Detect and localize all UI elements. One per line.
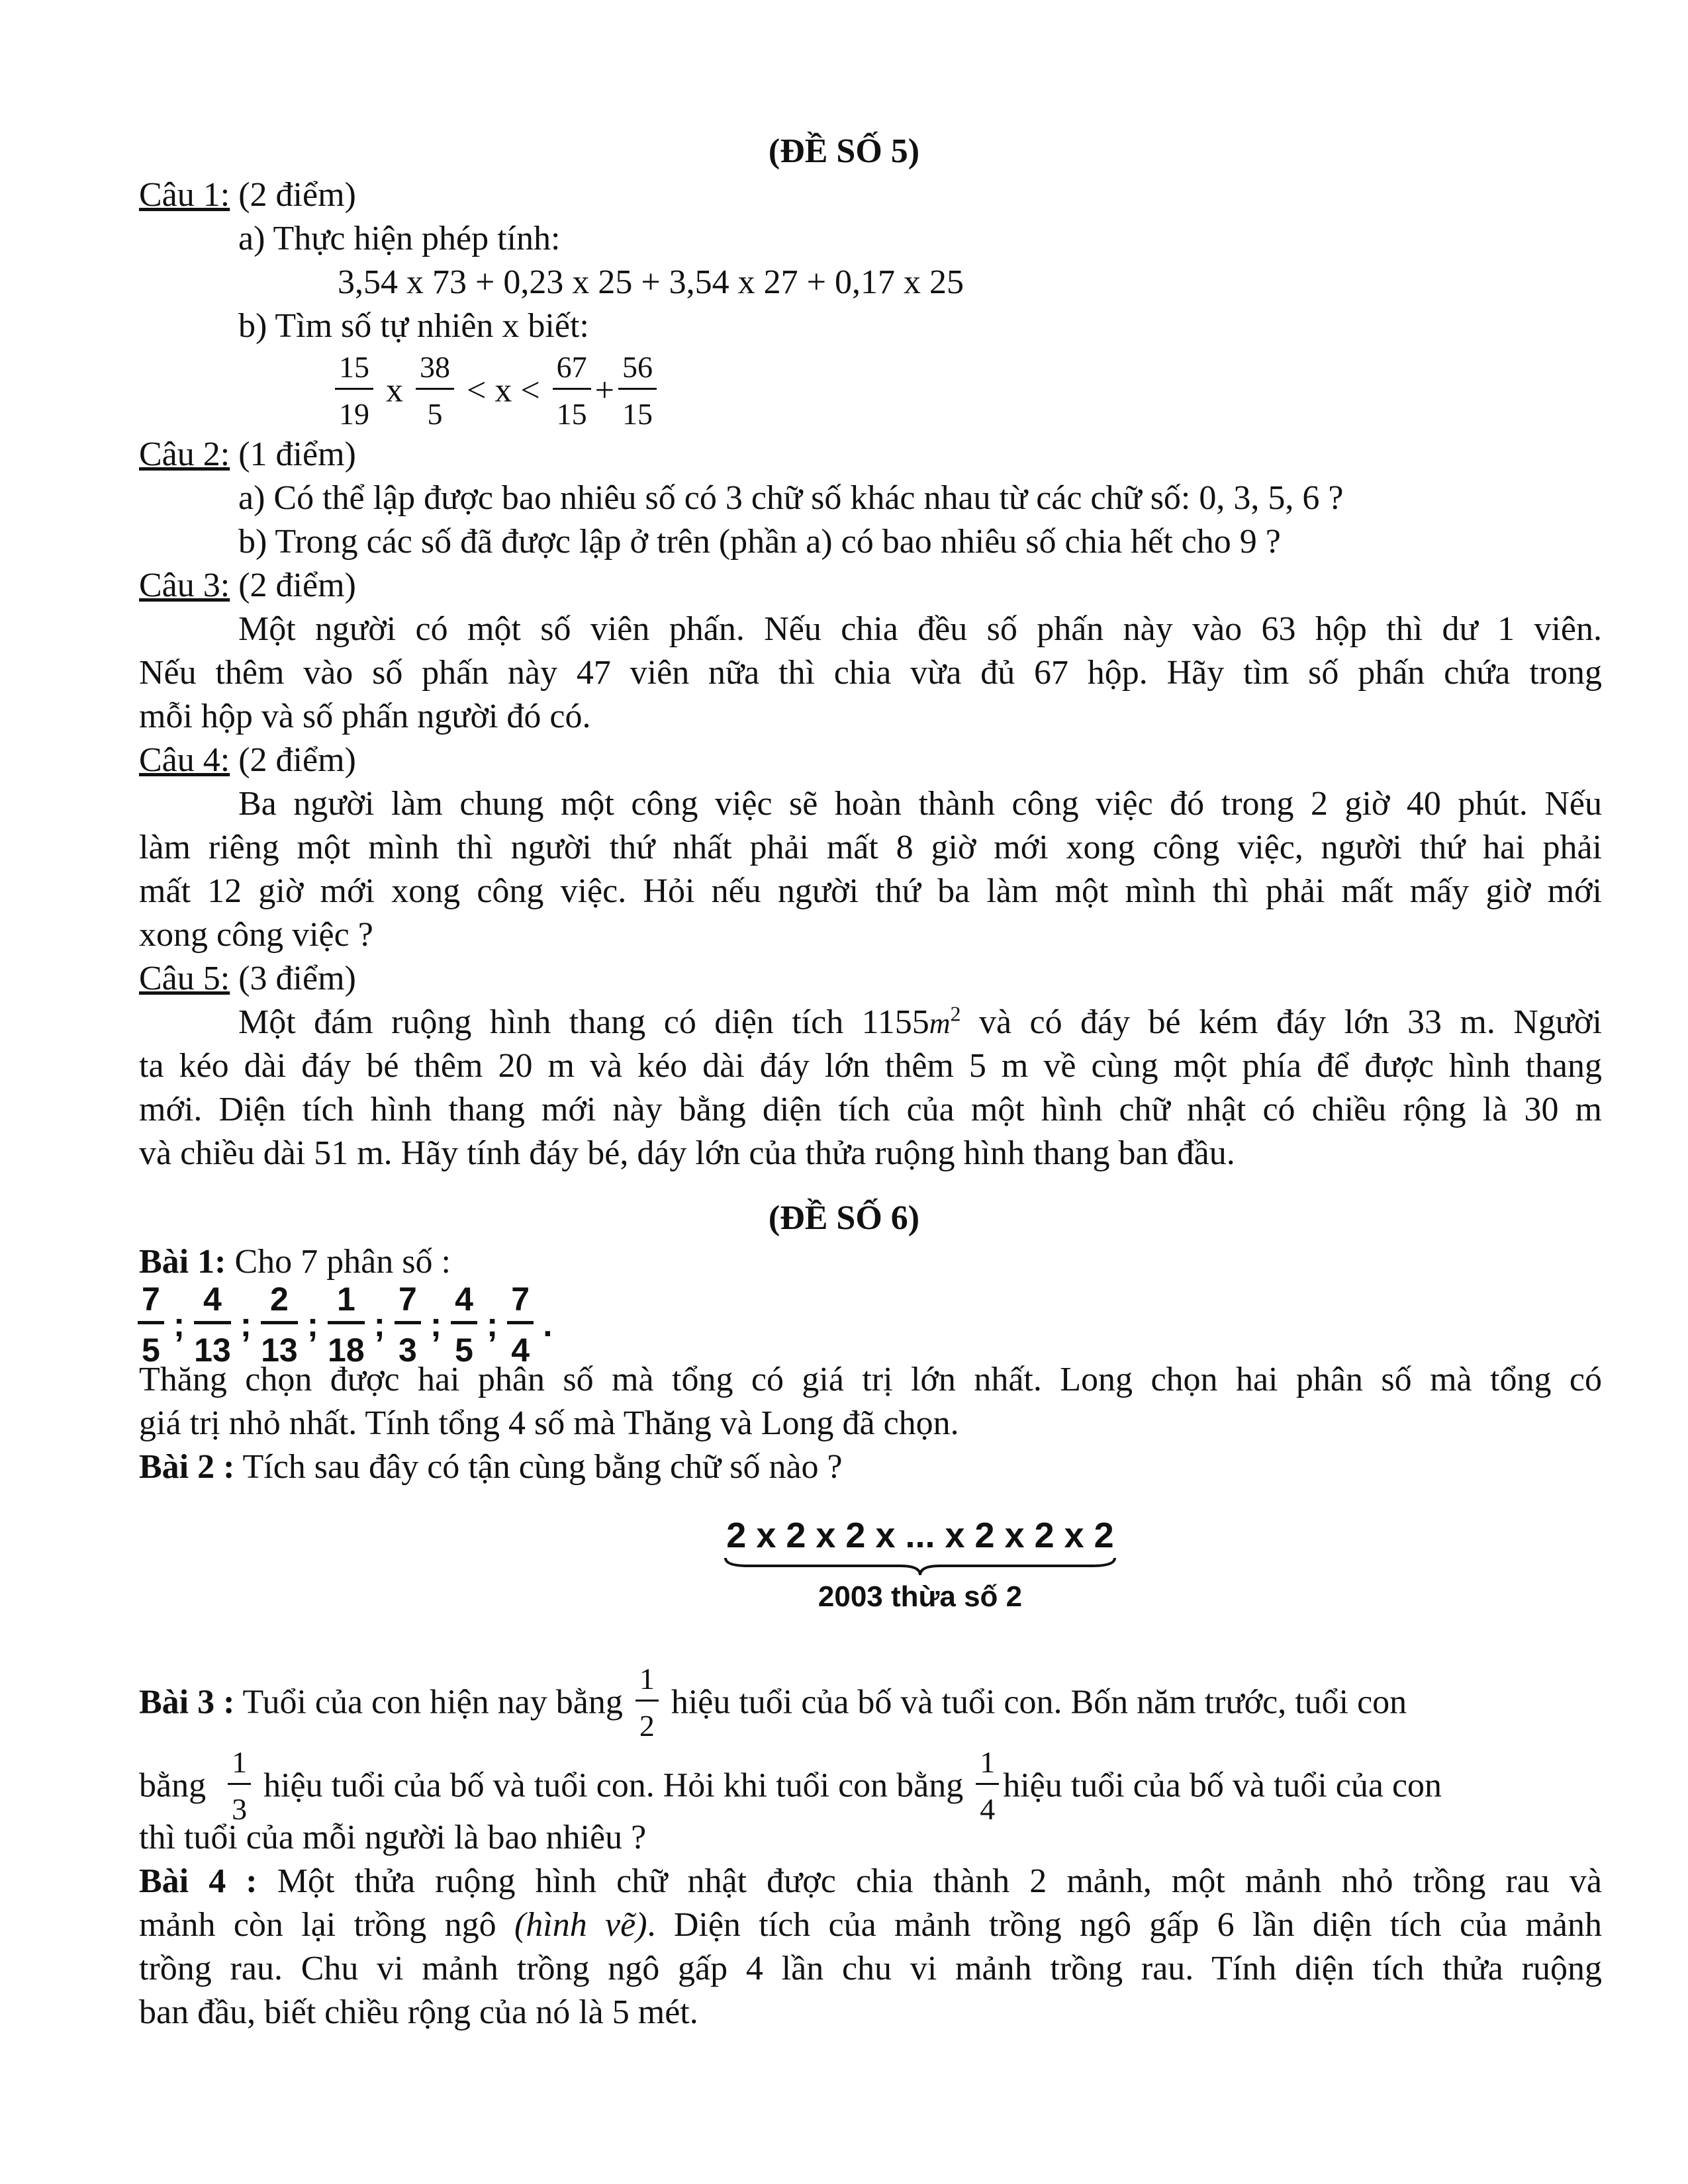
fraction-1-2: $\frac{1}{2}$ [635,1664,659,1741]
fraction-67-15: $\frac{67}{15}$ [553,352,591,430]
q5-heading [139,957,1602,1001]
b2-text: Tích sau đây có tận cùng bằng chữ số nào ? [234,1448,843,1486]
fraction-denominator: 13 [194,1332,231,1369]
fraction-numerator: 7 [395,1283,421,1324]
b4-line-4: ban đầu, biết chiều rộng của nó là 5 mét. [139,1993,698,2031]
exam-6-title: (ĐỀ SỐ 6) [768,1199,920,1237]
b2-product-block [722,1516,1119,1615]
q5-points: (3 điểm) [230,960,356,997]
q5-line-3: mới. Diện tích hình thang mới này bằng diện tích của một hình chữ nhật có chiều rộng là 30 m [139,1091,1602,1128]
b1-line-1: Thăng chọn được hai phân số mà tổng có giá trị lớn nhất. Long chọn hai phân số mà tổng có [139,1361,1602,1398]
b3-line-3: thì tuổi của mỗi người là bao nhiêu ? [139,1819,647,1856]
b4-text-2-pre: mảnh còn lại trồng ngô [139,1906,514,1944]
fraction-56-15: $\frac{56}{15}$ [618,352,657,430]
q5-line-4: và chiều dài 51 m. Hãy tính đáy bé, dáy lớn của thửa ruộng hình thang ban đầu. [139,1134,1235,1172]
q1-label: Câu 1: [139,176,230,214]
q4-line-2: làm riêng một mình thì người thứ nhất phải mất 8 giờ mới xong công việc, người thứ hai phải [139,829,1602,866]
b2-heading [139,1445,1602,1489]
b4-line-2 [139,1903,1602,1947]
q5-label: Câu 5: [139,960,230,997]
fraction-separator: ; [240,1305,252,1344]
q3-line-2: Nếu thêm vào số phấn này 47 viên nữa thì chia vừa đủ 67 hộp. Hãy tìm số phấn chứa trong [139,654,1602,692]
fraction-denominator: 13 [261,1332,298,1369]
b1-intro: Cho 7 phân số : [226,1243,451,1281]
b4-line-1 [139,1860,1602,1903]
fraction-item [194,1283,231,1367]
b4-line-3: trồng rau. Chu vi mảnh trồng ngô gấp 4 lần chu vi mảnh trồng rau. Tính diện tích thửa ruộng [139,1950,1602,1987]
fraction-denominator: 3 [399,1332,417,1369]
b3-label: Bài 3 : [139,1683,235,1721]
fraction-numerator: 2 [261,1283,298,1324]
fraction-item [328,1283,365,1367]
exam-5-title: (ĐỀ SỐ 5) [768,132,920,170]
q5-line-1 [238,1001,1602,1046]
fraction-separator: ; [306,1305,319,1344]
q4-points: (2 điểm) [230,741,356,779]
q4-line-4: xong công việc ? [139,916,373,954]
b3-line-2 [139,1747,1602,1825]
fraction-item [138,1283,164,1367]
fraction-1-3: $\frac{1}{3}$ [228,1747,251,1825]
b1-line-2: giá trị nhỏ nhất. Tính tổng 4 số mà Thăng và Long đã chọn. [139,1404,959,1442]
fraction-separator: ; [373,1305,385,1344]
fraction-denominator: 18 [328,1332,365,1369]
b3-text-3: bằng [139,1766,207,1805]
b4-text-2-post: . Diện tích của mảnh trồng ngô gấp 6 lần diện tích của mảnh [647,1906,1602,1944]
b2-product: 2 x 2 x 2 x ... x 2 x 2 x 2 [726,1516,1114,1555]
b3-text-1: Tuổi của con hiện nay bằng [234,1683,623,1721]
b4-text-1: Một thửa ruộng hình chữ nhật được chia thành 2 mảnh, một mảnh nhỏ trồng rau và [257,1862,1602,1900]
fraction-denominator: 5 [142,1332,160,1369]
b3-text-4: hiệu tuổi của bố và tuổi con. Hỏi khi tuổi con bằng [263,1766,964,1805]
b2-label: Bài 2 : [139,1448,235,1486]
b3-line-1 [139,1664,1602,1741]
q3-line-3: mỗi hộp và số phấn người đó có. [139,698,591,735]
q4-heading [139,739,1602,782]
fraction-list-end: . [543,1305,553,1344]
b3-text-5: hiệu tuổi của bố và tuổi của con [1003,1766,1442,1805]
q3-points: (2 điểm) [230,567,356,604]
q1-a-text: a) Thực hiện phép tính: [238,220,561,257]
fraction-separator: ; [486,1305,498,1344]
fraction-item [261,1283,298,1367]
fraction-denominator: 4 [511,1332,530,1369]
q1-points: (2 điểm) [230,176,356,214]
fraction-38-5: $\frac{38}{5}$ [416,352,454,430]
q2-b: b) Trong các số đã được lập ở trên (phần a) có bao nhiêu số chia hết cho 9 ? [238,523,1281,561]
q3-label: Câu 3: [139,567,230,604]
underbrace-icon [722,1555,1119,1579]
fraction-separator: ; [430,1305,442,1344]
q1-a-expression: 3,54 x 73 + 0,23 x 25 + 3,54 x 27 + 0,17 x 25 [338,263,964,301]
fraction-separator: ; [173,1305,185,1344]
b4-figure-ref: (hình vẽ) [514,1906,647,1944]
area-unit-exponent: 2 [950,1001,961,1026]
b4-label: Bài 4 : [139,1862,258,1900]
area-unit: m [929,1007,951,1040]
q1-heading [139,173,1602,217]
q3-line-1: Một người có một số viên phấn. Nếu chia đều số phấn này vào 63 hộp thì dư 1 viên. [238,610,1602,648]
fraction-numerator: 4 [194,1283,231,1324]
q2-label: Câu 2: [139,435,230,473]
plus-sign: + [594,371,614,410]
q5-line-2: ta kéo dài đáy bé thêm 20 m và kéo dài đáy lớn thêm 5 m về cùng một phía để được hình thang [139,1047,1602,1085]
fraction-numerator: 7 [507,1283,534,1324]
fraction-15-19: $\frac{15}{19}$ [335,352,373,430]
q1-b-text: b) Tìm số tự nhiên x biết: [238,307,589,345]
q2-heading [139,433,1602,477]
fraction-item [451,1283,477,1367]
q4-line-3: mất 12 giờ mới xong công việc. Hỏi nếu người thứ ba làm một mình thì phải mất mấy giờ mới [139,872,1602,910]
fraction-item [507,1283,534,1367]
q3-heading [139,564,1602,608]
times-sign: x [386,371,403,410]
b1-heading [139,1240,1602,1284]
b2-count-label: 2003 thừa số 2 [818,1580,1023,1613]
q2-a: a) Có thể lập được bao nhiêu số có 3 chữ số khác nhau từ các chữ số: 0, 3, 5, 6 ? [238,479,1344,517]
fraction-numerator: 4 [451,1283,477,1324]
b1-label: Bài 1: [139,1243,226,1281]
inequality-middle: < x < [467,371,540,410]
b3-text-2: hiệu tuổi của bố và tuổi con. Bốn năm trước, tuổi con [662,1683,1407,1721]
q5-line-1-post: và có đáy bé kém đáy lớn 33 m. Người [961,1003,1602,1041]
q2-points: (1 điểm) [230,435,356,473]
fraction-item [395,1283,421,1367]
fraction-numerator: 1 [328,1283,365,1324]
q4-label: Câu 4: [139,741,230,779]
q1-b-inequality [331,352,1602,430]
q4-line-1: Ba người làm chung một công việc sẽ hoàn thành công việc đó trong 2 giờ 40 phút. Nếu [238,785,1602,823]
b1-fraction-list [134,1283,1602,1367]
q5-line-1-pre: Một đám ruộng hình thang có diện tích 1155 [238,1003,929,1041]
fraction-denominator: 5 [455,1332,473,1369]
fraction-1-4: $\frac{1}{4}$ [976,1747,999,1825]
fraction-numerator: 7 [138,1283,164,1324]
